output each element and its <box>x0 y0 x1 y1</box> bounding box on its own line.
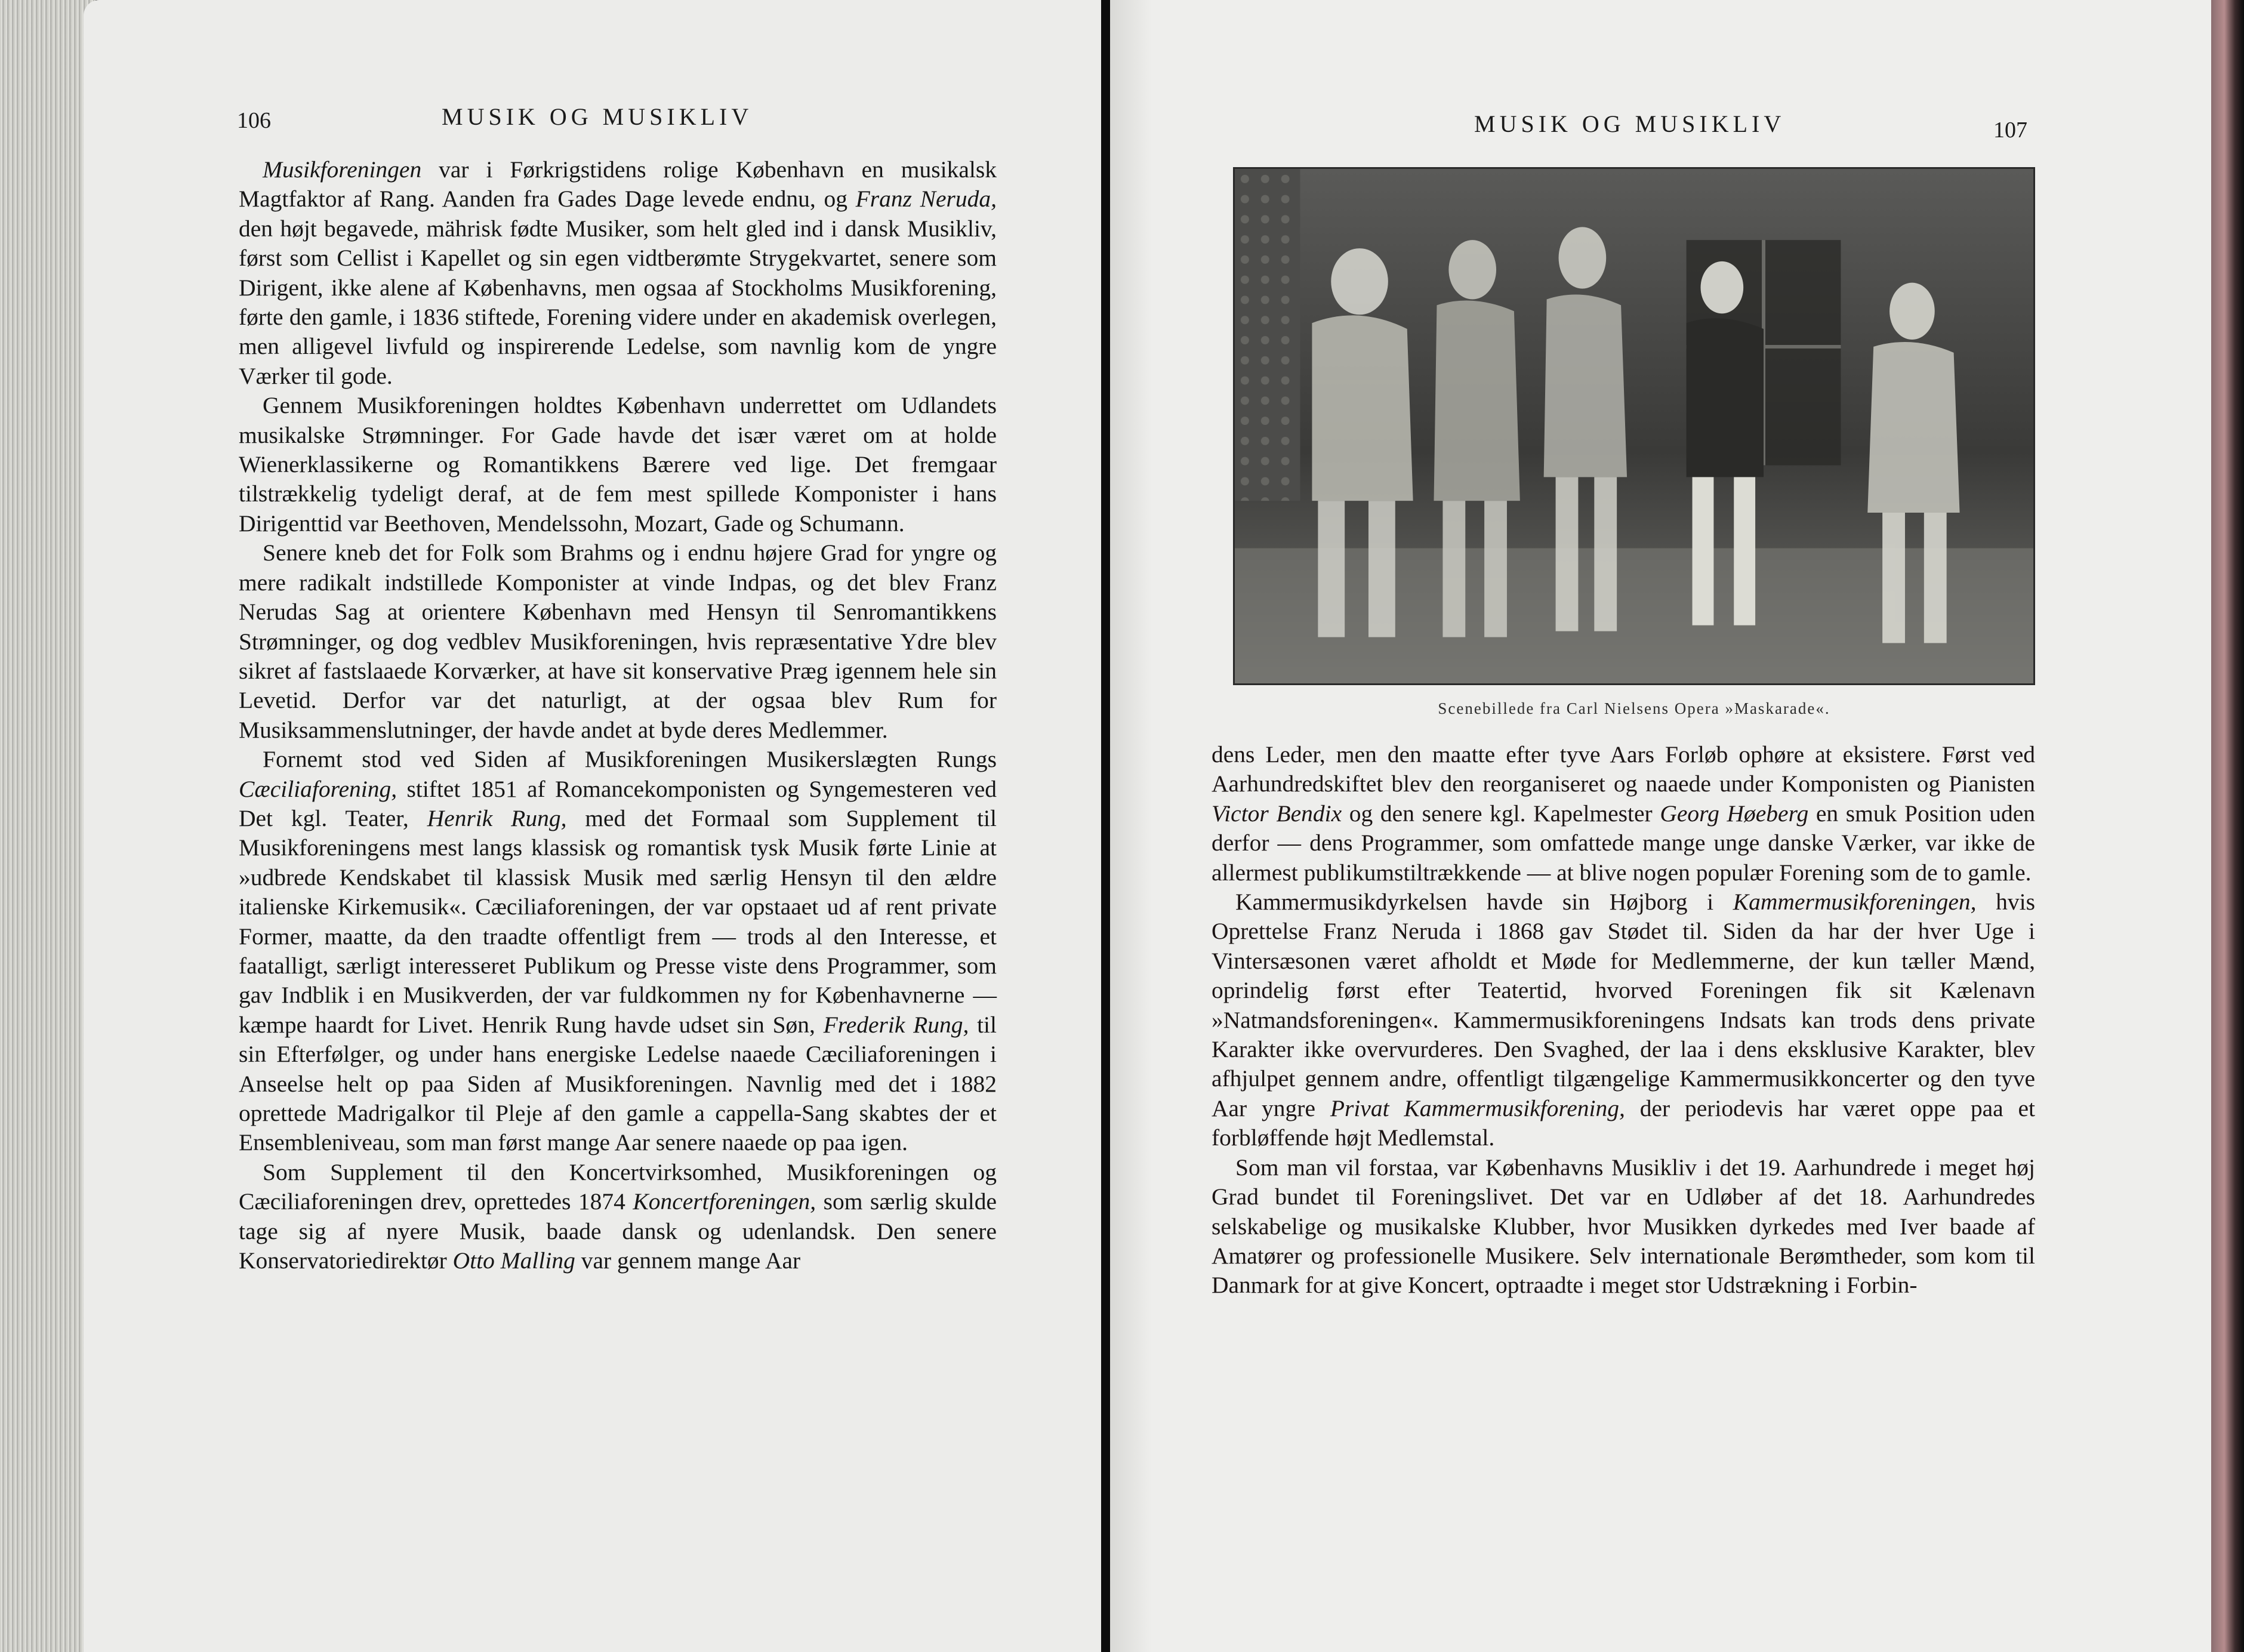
opera-scene-photo <box>1233 167 2035 685</box>
emphasis: Privat Kammermusikforening, <box>1330 1095 1625 1121</box>
text-run: stiftet 1851 af Romancekomponisten og Syngemesteren ved Det kgl. Teater, <box>239 775 997 831</box>
text-run: hvis Oprettelse Franz Neruda i 1868 gav Stødet til. Siden da har der hver Uge i Vintersæsonen været afholdt et Møde for Medlemmerne, der kun tæller Mænd, oprindelig først efter Teatertid, hvorved Foreningen fik sit Kælenavn »Natmandsforeningen«. Kammermusikforeningens Indsats kan trods dens private Karakter ikke overvurderes. Den Svaghed, der laa i dens eksklusive Karakter, blev afhjulpet gennem andre, offentligt tilgængelige Kammermusikkoncerter og den tyve Aar yngre <box>1212 889 2035 1121</box>
emphasis: Cæciliaforening, <box>239 775 397 802</box>
text-run: Som Supplement til den Koncertvirksomhed, Musikforeningen og Cæciliaforeningen drev, oprettedes 1874 <box>239 1158 997 1215</box>
left-body-text <box>239 155 997 1275</box>
text-run: en smuk Position uden derfor — dens Programmer, som omfattede mange unge danske Værker, var ikke de allermest publikumstiltrækkende — at blive nogen populær Forening som de to gamle. <box>1212 800 2035 886</box>
right-body-text <box>1212 740 2035 1300</box>
emphasis: Henrik Rung, <box>427 805 567 831</box>
page-number: 106 <box>237 108 271 133</box>
paragraph <box>239 155 997 391</box>
emphasis: Koncertforeningen, <box>633 1188 816 1215</box>
emphasis: Frederik Rung, <box>823 1011 969 1038</box>
book-cover-edge-right <box>2211 0 2244 1652</box>
emphasis: Franz Neruda, <box>855 186 997 212</box>
text-run: Fornemt stod ved Siden af Musikforeningen Musikerslægten Rungs <box>263 746 997 773</box>
text-run: Gennem Musikforeningen holdtes København underrettet om Udlandets musikalske Strømninger. For Gade havde det især været om at holde Wienerklassikerne og Romantikkens Bærere ved lige. Det fremgaar tilstrækkelig tydeligt deraf, at de fem mest spillede Komponister i hans Dirigenttid var Beethoven, Mendelssohn, Mozart, Gade og Schumann. <box>239 392 997 537</box>
text-run: med det Formaal som Supplement til Musikforeningens mest langs klassisk og romantisk tysk Musik førte Linie at »udbrede Kendskabet til klassisk Musik med særlig Hensyn til den ældre italienske Kirkemusik«. Cæciliaforeningen, der var opstaaet ud af rent private Former, maatte, da den traadte offentligt frem — trods al den Interesse, et faatalligt, særligt interesseret Publikum og Presse viste dens Programmer, som gav Indblik i en Musikverden, der var fuldkommen ny for Københavnerne — kæmpe haardt for Livet. Henrik Rung havde udset sin Søn, <box>239 805 997 1038</box>
text-run: den højt begavede, mährisk fødte Musiker, som helt gled ind i dansk Musikliv, først som Cellist i Kapellet og sin egen vidtberømte Strygekvartet, senere som Dirigent, ikke alene af Københavns, men ogsaa af Stockholms Musikforening, førte den gamle, i 1836 stiftede, Forening videre under en akademisk overlegen, men alligevel livfuld og inspirerende Ledelse, som navnlig kom de yngre Værker til gode. <box>239 215 997 389</box>
paragraph <box>239 745 997 1158</box>
photo-caption: Scenebillede fra Carl Nielsens Opera »Maskarade«. <box>1438 699 1830 717</box>
text-run: Kammermusikdyrkelsen havde sin Højborg i <box>1235 889 1733 916</box>
text-run: Senere kneb det for Folk som Brahms og i endnu højere Grad for yngre og mere radikalt indstillede Komponister at vinde Indpas, og det blev Franz Nerudas Sag at orientere København med Hensyn til Senromantikkens Strømninger, og dog vedblev Musikforeningen, hvis repræsentative Ydre blev sikret af fastslaaede Korværker, at have sit konservative Præg igennem hele sin Levetid. Derfor var det naturligt, at der ogsaa blev Rum for Musiksammenslutninger, der havde andet at byde deres Medlemmer. <box>239 540 997 743</box>
paragraph <box>239 538 997 745</box>
book-page-edges-left <box>0 0 95 1652</box>
paragraph <box>1212 887 2035 1153</box>
emphasis: Otto Malling <box>452 1247 575 1274</box>
text-run: dens Leder, men den maatte efter tyve Aars Forløb ophøre at eksistere. Først ved Aarhundredskiftet blev den reorganiseret og naaede under Komponisten og Pianisten <box>1212 741 2035 797</box>
running-head: MUSIK OG MUSIKLIV <box>1474 110 1786 137</box>
text-run: var i Førkrigstidens rolige København en musikalsk Magtfaktor af Rang. Aanden fra Gades Dage levede endnu, og <box>239 156 997 212</box>
paragraph <box>1212 1153 2035 1300</box>
emphasis: Victor Bendix <box>1212 800 1342 827</box>
text-run: var gennem mange Aar <box>575 1247 801 1274</box>
text-run: som særlig skulde tage sig af nyere Musik, baade dansk og udenlandsk. Den senere Konservatoriedirektør <box>239 1188 997 1274</box>
text-run: Som man vil forstaa, var Københavns Musikliv i det 19. Aarhundrede i meget høj Grad bundet til Foreningslivet. Det var en Udløber af det 18. Aarhundredes selskabelige og musikalske Klubber, hvor Musikken dyrkedes med Iver baade af Amatører og professionelle Musikere. Selv internationale Berømtheder, som kom til Danmark for at give Koncert, optraadte i meget stor Udstrækning i Forbin- <box>1212 1154 2035 1299</box>
emphasis: Musikforeningen <box>263 156 422 183</box>
paragraph <box>1212 740 2035 887</box>
emphasis: Kammermusikforeningen, <box>1733 889 1977 916</box>
page-number: 107 <box>1993 118 2027 143</box>
book-gutter <box>1101 0 1110 1652</box>
paragraph <box>239 391 997 538</box>
running-head: MUSIK OG MUSIKLIV <box>442 103 753 130</box>
paragraph <box>239 1158 997 1276</box>
text-run: og den senere kgl. Kapelmester <box>1342 800 1660 827</box>
text-run: til sin Efterfølger, og under hans energiske Ledelse naaede Cæciliaforeningen i Anseelse helt op paa Siden af Musikforeningen. Navnlig med det i 1882 oprettede Madrigalkor til Pleje af den gamle a cappella-Sang skabtes der et Ensembleniveau, som man først mange Aar senere naaede op paa igen. <box>239 1011 997 1156</box>
emphasis: Georg Høeberg <box>1660 800 1809 827</box>
text-run: der periodevis har været oppe paa et forbløffende højt Medlemstal. <box>1212 1095 2035 1151</box>
